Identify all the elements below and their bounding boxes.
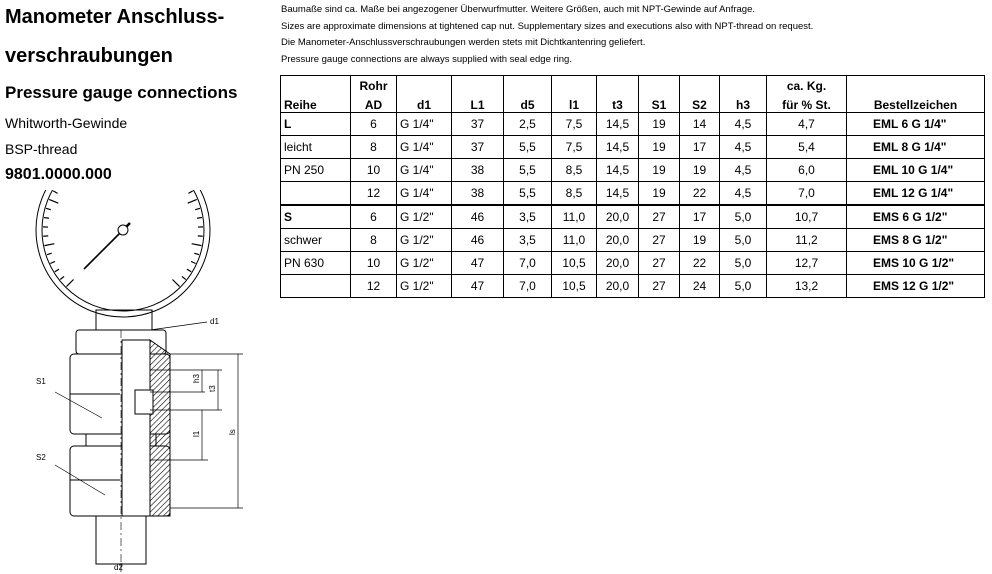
note-line: Pressure gauge connections are always supplied with seal edge ring. <box>281 53 572 65</box>
table-row <box>281 113 985 136</box>
column-header: L1 <box>452 93 504 113</box>
table-cell: PN 630 <box>281 252 351 275</box>
gauge-socket <box>96 310 152 330</box>
table-cell: 12,7 <box>767 252 847 275</box>
table-cell: 6,0 <box>767 159 847 182</box>
table-cell: 6 <box>351 205 397 229</box>
table-cell: 7,0 <box>504 252 552 275</box>
article-number: 9801.0000.000 <box>5 166 112 183</box>
table-cell: 38 <box>452 182 504 206</box>
label-ls: ls <box>228 429 237 435</box>
column-header: d1 <box>397 93 452 113</box>
thread-type-german: Whitworth-Gewinde <box>5 115 128 131</box>
table-cell: 19 <box>680 159 720 182</box>
table-cell: 14,5 <box>597 159 639 182</box>
table-cell: 14,5 <box>597 113 639 136</box>
gauge-dial-outer <box>36 190 210 317</box>
notes-block <box>281 2 813 68</box>
title-line-1: Manometer Anschluss- <box>5 6 225 28</box>
column-header: AD <box>351 93 397 113</box>
table-head-rohr: Rohr <box>351 76 397 94</box>
gauge-dial-inner <box>42 190 204 311</box>
table-cell: 12 <box>351 182 397 206</box>
table-cell: 27 <box>639 275 680 298</box>
table-row <box>281 252 985 275</box>
table-head-weight: ca. Kg. <box>767 76 847 94</box>
table-cell: 5,0 <box>720 229 767 252</box>
table-cell: 10 <box>351 159 397 182</box>
table-header-row <box>281 93 985 113</box>
column-header: S1 <box>639 93 680 113</box>
table-cell: 20,0 <box>597 275 639 298</box>
table-cell: 8,5 <box>552 159 597 182</box>
table-cell: 19 <box>639 136 680 159</box>
table-cell: 12 <box>351 275 397 298</box>
table-cell: 11,0 <box>552 229 597 252</box>
table-row <box>281 205 985 229</box>
table-cell: 22 <box>680 182 720 206</box>
table-row <box>281 159 985 182</box>
table-cell: G 1/2" <box>397 275 452 298</box>
label-d2: d2 <box>114 563 123 572</box>
table-cell: 5,0 <box>720 275 767 298</box>
table-cell <box>281 182 351 206</box>
table-cell: 14,5 <box>597 136 639 159</box>
column-header: d5 <box>504 93 552 113</box>
table-cell: 5,0 <box>720 252 767 275</box>
table-cell: 37 <box>452 136 504 159</box>
gauge-scale-ticks <box>43 190 203 287</box>
table-cell: G 1/2" <box>397 229 452 252</box>
table-row <box>281 182 985 206</box>
table-cell: 3,5 <box>504 229 552 252</box>
table-cell: 7,5 <box>552 113 597 136</box>
table-cell: EMS 8 G 1/2" <box>847 229 985 252</box>
subtitle: Pressure gauge connections <box>5 83 238 102</box>
table-cell: 24 <box>680 275 720 298</box>
table-cell: 11,2 <box>767 229 847 252</box>
table-cell: S <box>281 205 351 229</box>
column-header: l1 <box>552 93 597 113</box>
table-cell: EMS 12 G 1/2" <box>847 275 985 298</box>
label-t3: t3 <box>208 385 217 392</box>
table-cell: 5,5 <box>504 182 552 206</box>
table-cell: 20,0 <box>597 205 639 229</box>
table-cell: 10,5 <box>552 252 597 275</box>
thread-type-english: BSP-thread <box>5 141 78 157</box>
table-cell: 19 <box>639 113 680 136</box>
label-d1: d1 <box>210 317 219 326</box>
column-header: Reihe <box>281 93 351 113</box>
table-cell: L <box>281 113 351 136</box>
column-header: für % St. <box>767 93 847 113</box>
table-cell: 11,0 <box>552 205 597 229</box>
label-h3: h3 <box>192 374 201 383</box>
table-cell: EML 8 G 1/4" <box>847 136 985 159</box>
table-cell: EMS 10 G 1/2" <box>847 252 985 275</box>
table-cell: 19 <box>639 159 680 182</box>
table-head-cell <box>281 76 351 94</box>
table-cell: 22 <box>680 252 720 275</box>
table-cell: 10,5 <box>552 275 597 298</box>
table-cell: 46 <box>452 229 504 252</box>
table-cell: 5,5 <box>504 159 552 182</box>
table-cell: 4,5 <box>720 113 767 136</box>
note-line: Sizes are approximate dimensions at tightened cap nut. Supplementary sizes and executions also with NPT-thread on request. <box>281 20 814 32</box>
table-cell: 20,0 <box>597 229 639 252</box>
table-cell: EML 10 G 1/4" <box>847 159 985 182</box>
table-cell: PN 250 <box>281 159 351 182</box>
table-cell: 8,5 <box>552 182 597 206</box>
table-cell: 6 <box>351 113 397 136</box>
table-cell: 20,0 <box>597 252 639 275</box>
table-cell: 3,5 <box>504 205 552 229</box>
table-cell: 27 <box>639 229 680 252</box>
table-cell: 5,4 <box>767 136 847 159</box>
column-header: t3 <box>597 93 639 113</box>
table-cell: leicht <box>281 136 351 159</box>
table-cell: 27 <box>639 205 680 229</box>
table-cell: 4,5 <box>720 182 767 206</box>
table-cell: G 1/4" <box>397 113 452 136</box>
table-cell: 5,5 <box>504 136 552 159</box>
table-cell: 38 <box>452 159 504 182</box>
table-cell: 46 <box>452 205 504 229</box>
table-cell: G 1/2" <box>397 252 452 275</box>
table-cell: 19 <box>680 229 720 252</box>
table-cell: EML 6 G 1/4" <box>847 113 985 136</box>
table-cell: 27 <box>639 252 680 275</box>
table-cell: 7,0 <box>504 275 552 298</box>
table-cell: schwer <box>281 229 351 252</box>
title-line-2: verschraubungen <box>5 45 173 67</box>
table-cell: EMS 6 G 1/2" <box>847 205 985 229</box>
table-cell: 5,0 <box>720 205 767 229</box>
table-cell: 47 <box>452 252 504 275</box>
column-header: Bestellzeichen <box>847 93 985 113</box>
dimension-table <box>280 75 985 298</box>
table-cell: 10 <box>351 252 397 275</box>
table-cell: 14,5 <box>597 182 639 206</box>
column-header: h3 <box>720 93 767 113</box>
table-cell <box>281 275 351 298</box>
column-header: S2 <box>680 93 720 113</box>
table-cell: EML 12 G 1/4" <box>847 182 985 206</box>
table-cell: 37 <box>452 113 504 136</box>
table-cell: G 1/4" <box>397 159 452 182</box>
label-l1: l1 <box>192 430 201 437</box>
table-cell: 8 <box>351 229 397 252</box>
pressure-gauge-drawing <box>0 190 250 574</box>
table-cell: 7,5 <box>552 136 597 159</box>
table-cell: 4,5 <box>720 136 767 159</box>
table-cell: G 1/4" <box>397 182 452 206</box>
table-cell: 2,5 <box>504 113 552 136</box>
table-row <box>281 136 985 159</box>
table-cell: G 1/4" <box>397 136 452 159</box>
table-cell: G 1/2" <box>397 205 452 229</box>
table-cell: 10,7 <box>767 205 847 229</box>
table-cell: 47 <box>452 275 504 298</box>
label-s1: S1 <box>36 377 46 386</box>
label-s2: S2 <box>36 453 46 462</box>
table-cell: 8 <box>351 136 397 159</box>
table-cell: 13,2 <box>767 275 847 298</box>
table-cell: 19 <box>639 182 680 206</box>
table-cell: 4,7 <box>767 113 847 136</box>
note-line: Die Manometer-Anschlussverschraubungen werden stets mit Dichtkantenring geliefert. <box>281 37 646 48</box>
table-row <box>281 229 985 252</box>
table-cell: 14 <box>680 113 720 136</box>
table-row <box>281 275 985 298</box>
table-cell: 17 <box>680 136 720 159</box>
table-cell: 7,0 <box>767 182 847 206</box>
gauge-needle <box>84 223 130 269</box>
section-view <box>122 340 170 516</box>
table-cell: 17 <box>680 205 720 229</box>
table-cell: 4,5 <box>720 159 767 182</box>
note-line: Baumaße sind ca. Maße bei angezogener Überwurfmutter. Weitere Größen, auch mit NPT-Gewinde auf Anfrage. <box>281 4 755 15</box>
